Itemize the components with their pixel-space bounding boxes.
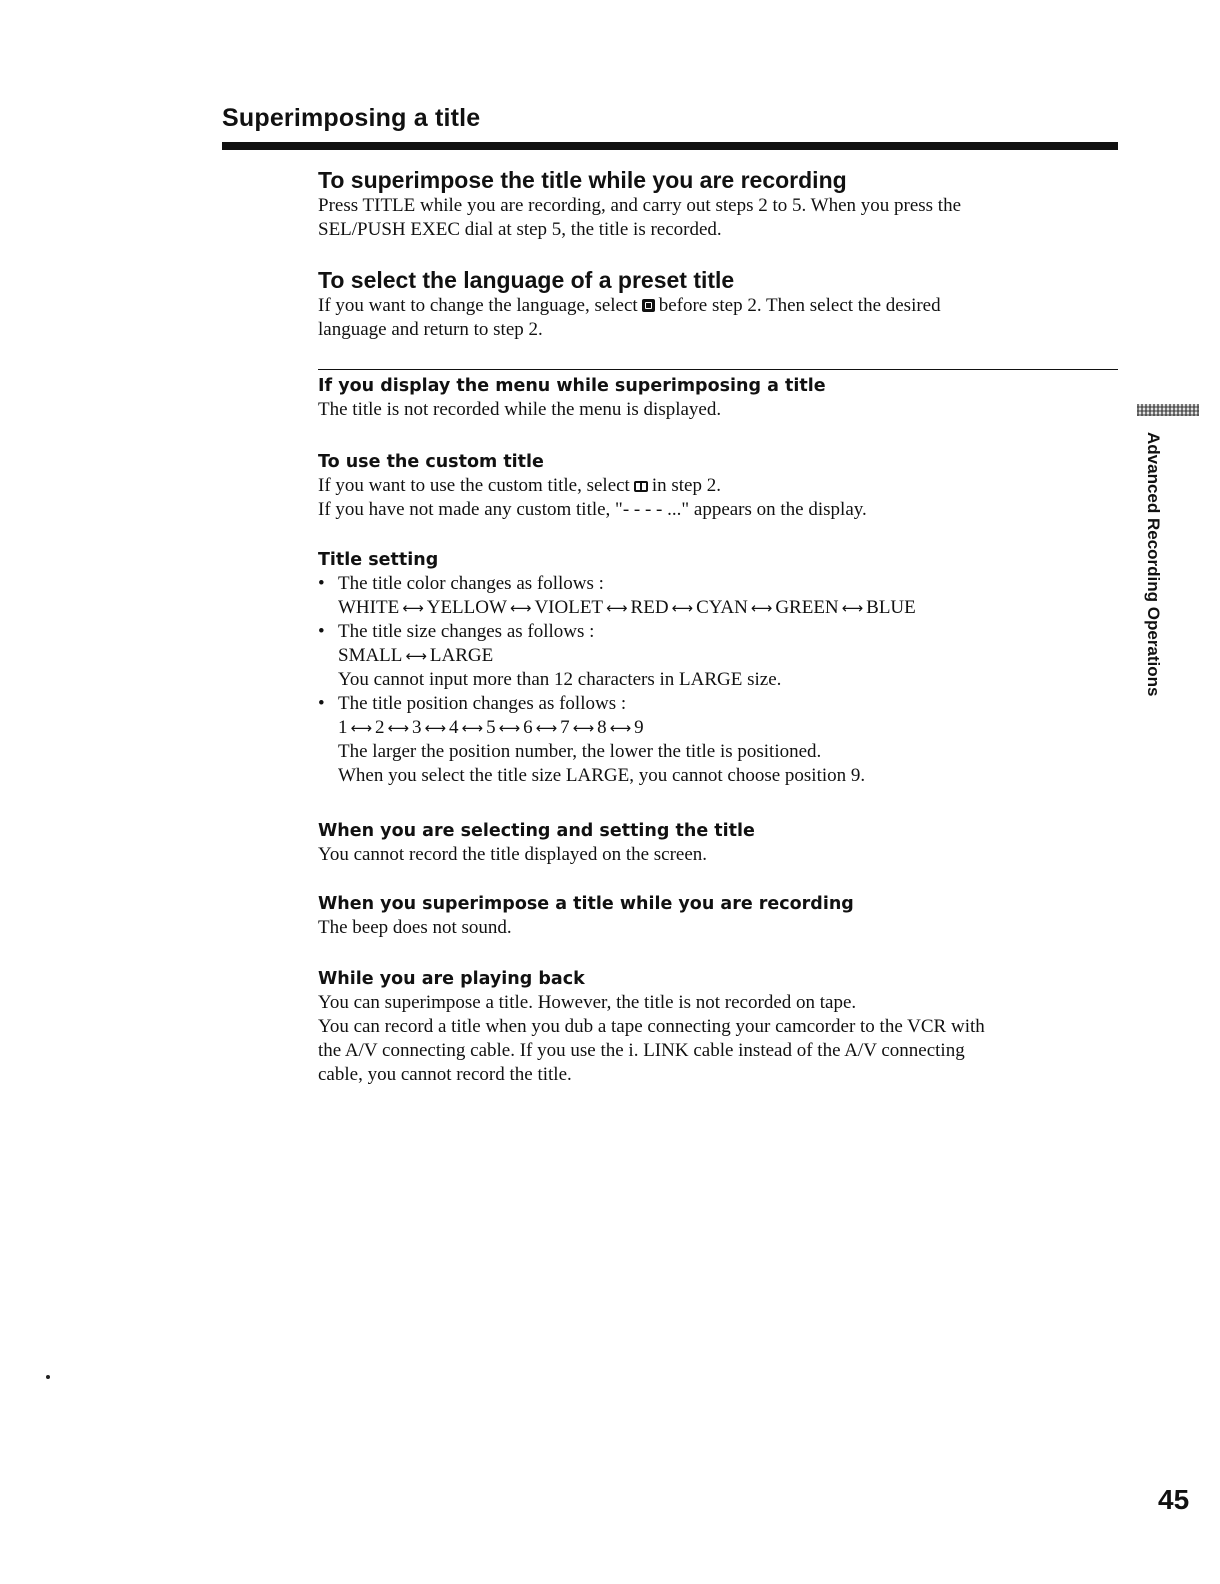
playback-line-3: the A/V connecting cable. If you use the i. LINK cable instead of the A/V connecting: [318, 1040, 965, 1061]
double-arrow-icon: ⟷: [350, 719, 373, 737]
page-number: 45: [1158, 1484, 1190, 1515]
section-custom: [318, 450, 1118, 522]
page-title: Superimposing a title: [222, 104, 481, 132]
color-intro: • The title color changes as follows :: [338, 572, 1118, 596]
section-playback-text: [318, 991, 1118, 1087]
color-item: WHITE: [338, 597, 400, 618]
double-arrow-icon: ⟷: [535, 719, 558, 737]
size-item: SMALL: [338, 645, 403, 666]
section-selecting-heading: When you are selecting and setting the title: [318, 821, 755, 841]
section-language-text: [318, 294, 1118, 342]
position-item: 3: [412, 717, 422, 738]
double-arrow-icon: ⟷: [402, 599, 424, 617]
position-item: 8: [597, 717, 607, 738]
scan-dot: [46, 1375, 50, 1379]
language-line-1a: If you want to change the language, select: [318, 295, 638, 316]
section-selecting: [318, 819, 1118, 867]
section-playback-heading: While you are playing back: [318, 969, 585, 989]
side-tab-marker: [1137, 404, 1199, 416]
position-item: 5: [486, 717, 496, 738]
double-arrow-icon: ⟷: [424, 719, 447, 737]
section-recording: [318, 892, 1118, 940]
double-arrow-icon: ⟷: [750, 599, 773, 617]
double-arrow-icon: ⟷: [405, 647, 427, 665]
position-item: 4: [449, 717, 459, 738]
section-record-heading: To superimpose the title while you are recording: [318, 167, 847, 193]
section-custom-text: [318, 474, 1118, 522]
playback-line-1: You can superimpose a title. However, the title is not recorded on tape.: [318, 992, 857, 1013]
size-sequence: [338, 644, 1118, 668]
color-item: YELLOW: [426, 597, 507, 618]
section-setting-text: [318, 572, 1118, 788]
side-tab-label: Advanced Recording Operations: [1144, 432, 1163, 697]
section-language: [318, 266, 1118, 342]
custom-line-1b: in step 2.: [651, 475, 721, 496]
size-item: LARGE: [429, 645, 494, 666]
section-recording-heading: When you superimpose a title while you are recording: [318, 894, 854, 914]
color-item: BLUE: [866, 597, 916, 618]
section-menu: [318, 374, 1118, 422]
section-record-text: [318, 194, 1118, 242]
section-playback: [318, 967, 1118, 1087]
size-intro: • The title size changes as follows :: [338, 620, 1118, 644]
position-item: 1: [338, 717, 348, 738]
section-menu-heading: If you display the menu while superimposing a title: [318, 376, 826, 396]
section-recording-text: The beep does not sound.: [318, 917, 512, 938]
position-intro: • The title position changes as follows :: [338, 692, 1118, 716]
color-item: CYAN: [696, 597, 748, 618]
custom-line-1a: If you want to use the custom title, select: [318, 475, 630, 496]
section-setting: [318, 548, 1118, 788]
position-note-1: The larger the position number, the lower the title is positioned.: [338, 741, 822, 762]
custom-line-2: If you have not made any custom title, "- - - - ..." appears on the display.: [318, 499, 867, 520]
section-divider: [318, 369, 1118, 370]
section-selecting-text: You cannot record the title displayed on the screen.: [318, 844, 708, 865]
section-custom-heading: To use the custom title: [318, 452, 544, 472]
language-line-1b: before step 2. Then select the desired: [658, 295, 941, 316]
position-note-2: When you select the title size LARGE, you cannot choose position 9.: [338, 765, 866, 786]
section-record: [318, 166, 1118, 242]
double-arrow-icon: ⟷: [387, 719, 410, 737]
title-rule: [222, 142, 1118, 150]
color-item: VIOLET: [534, 597, 604, 618]
position-sequence: [338, 716, 1118, 740]
position-item: 6: [523, 717, 533, 738]
language-menu-icon: [642, 299, 655, 312]
language-line-1: [318, 294, 1118, 318]
double-arrow-icon: ⟷: [509, 599, 532, 617]
section-language-heading: To select the language of a preset title: [318, 267, 735, 293]
position-item: 2: [375, 717, 385, 738]
color-sequence: [338, 596, 1118, 620]
double-arrow-icon: ⟷: [572, 719, 595, 737]
double-arrow-icon: ⟷: [461, 719, 484, 737]
language-line-2: language and return to step 2.: [318, 319, 543, 340]
size-note: You cannot input more than 12 characters in LARGE size.: [338, 669, 782, 690]
double-arrow-icon: ⟷: [606, 599, 628, 617]
custom-line-1: [318, 474, 1118, 498]
double-arrow-icon: ⟷: [498, 719, 521, 737]
record-line-1: Press TITLE while you are recording, and carry out steps 2 to 5. When you press the: [318, 195, 962, 216]
double-arrow-icon: ⟷: [609, 719, 632, 737]
record-line-2: SEL/PUSH EXEC dial at step 5, the title is recorded.: [318, 219, 722, 240]
playback-line-4: cable, you cannot record the title.: [318, 1064, 572, 1085]
section-setting-heading: Title setting: [318, 550, 439, 570]
position-item: 9: [634, 717, 644, 738]
color-item: GREEN: [775, 597, 839, 618]
color-item: RED: [630, 597, 669, 618]
position-item: 7: [560, 717, 570, 738]
double-arrow-icon: ⟷: [841, 599, 864, 617]
playback-line-2: You can record a title when you dub a tape connecting your camcorder to the VCR with: [318, 1016, 985, 1037]
double-arrow-icon: ⟷: [671, 599, 694, 617]
section-menu-text: The title is not recorded while the menu is displayed.: [318, 399, 722, 420]
custom-title-icon: [634, 481, 648, 492]
